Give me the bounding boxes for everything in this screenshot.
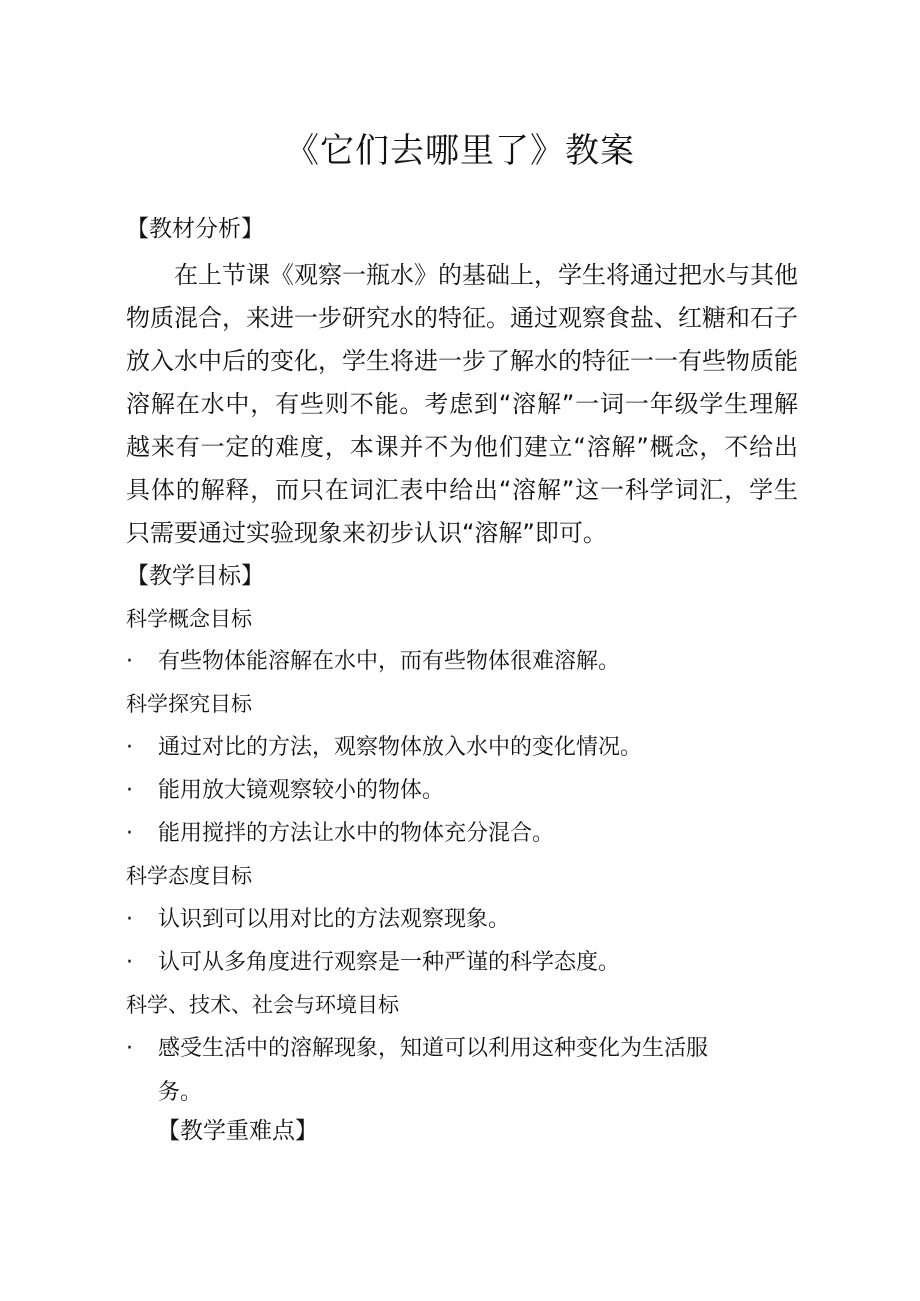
goal-group-label: 科学、技术、社会与环境目标	[126, 993, 399, 1017]
goal-bullet-text: 能用搅拌的方法让水中的物体充分混合。	[158, 821, 555, 846]
bullet-dot: ·	[126, 778, 133, 803]
goal-group-label: 科学态度目标	[126, 864, 252, 888]
document-title: 《它们去哪里了》教案	[285, 131, 635, 171]
goal-bullet-text: 感受生活中的溶解现象，知道可以利用这种变化为生活服务。	[158, 1036, 709, 1105]
goal-bullet-text: 认识到可以用对比的方法观察现象。	[158, 907, 511, 932]
goal-bullet-text: 认可从多角度进行观察是一种严谨的科学态度。	[158, 950, 621, 975]
goal-bullet-item	[126, 1027, 756, 1115]
section-heading-goals: 【教学目标】	[126, 563, 264, 589]
goal-group-label: 科学概念目标	[126, 607, 252, 631]
goal-bullet-text: 能用放大镜观察较小的物体。	[158, 778, 445, 803]
bullet-dot: ·	[126, 735, 133, 760]
bullet-dot: ·	[126, 821, 133, 846]
section-heading-materials: 【教材分析】	[126, 216, 264, 242]
bullet-dot: ·	[126, 950, 133, 975]
goal-bullet-item	[126, 776, 444, 806]
goal-bullet-item	[126, 948, 620, 978]
goal-bullet-item	[126, 905, 510, 935]
goal-group-label: 科学探究目标	[126, 692, 252, 716]
goal-bullet-text: 有些物体能溶解在水中，而有些物体很难溶解。	[158, 649, 621, 674]
goal-bullet-item	[126, 819, 554, 849]
goal-bullet-item	[126, 647, 620, 677]
bullet-dot: ·	[126, 907, 133, 932]
bullet-dot: ·	[126, 1036, 133, 1061]
goal-bullet-text: 通过对比的方法，观察物体放入水中的变化情况。	[158, 735, 643, 760]
goal-bullet-item	[126, 733, 642, 763]
materials-paragraph: 在上节课《观察一瓶水》的基础上，学生将通过把水与其他物质混合，来进一步研究水的特征。通过观察食盐、红糖和石子放入水中后的变化，学生将进一步了解水的特征一一有些物质能溶解在水中，有些则不能。考虑到“溶解”一词一年级学生理解越来有一定的难度，本课并不为他们建立“溶解”概念，不给出具体的解释，而只在词汇表中给出“溶解”这一科学词汇，学生只需要通过实验现象来初步认识“溶解”即可。	[126, 261, 798, 547]
bullet-dot: ·	[126, 649, 133, 674]
section-heading-key-points: 【教学重难点】	[157, 1118, 318, 1144]
